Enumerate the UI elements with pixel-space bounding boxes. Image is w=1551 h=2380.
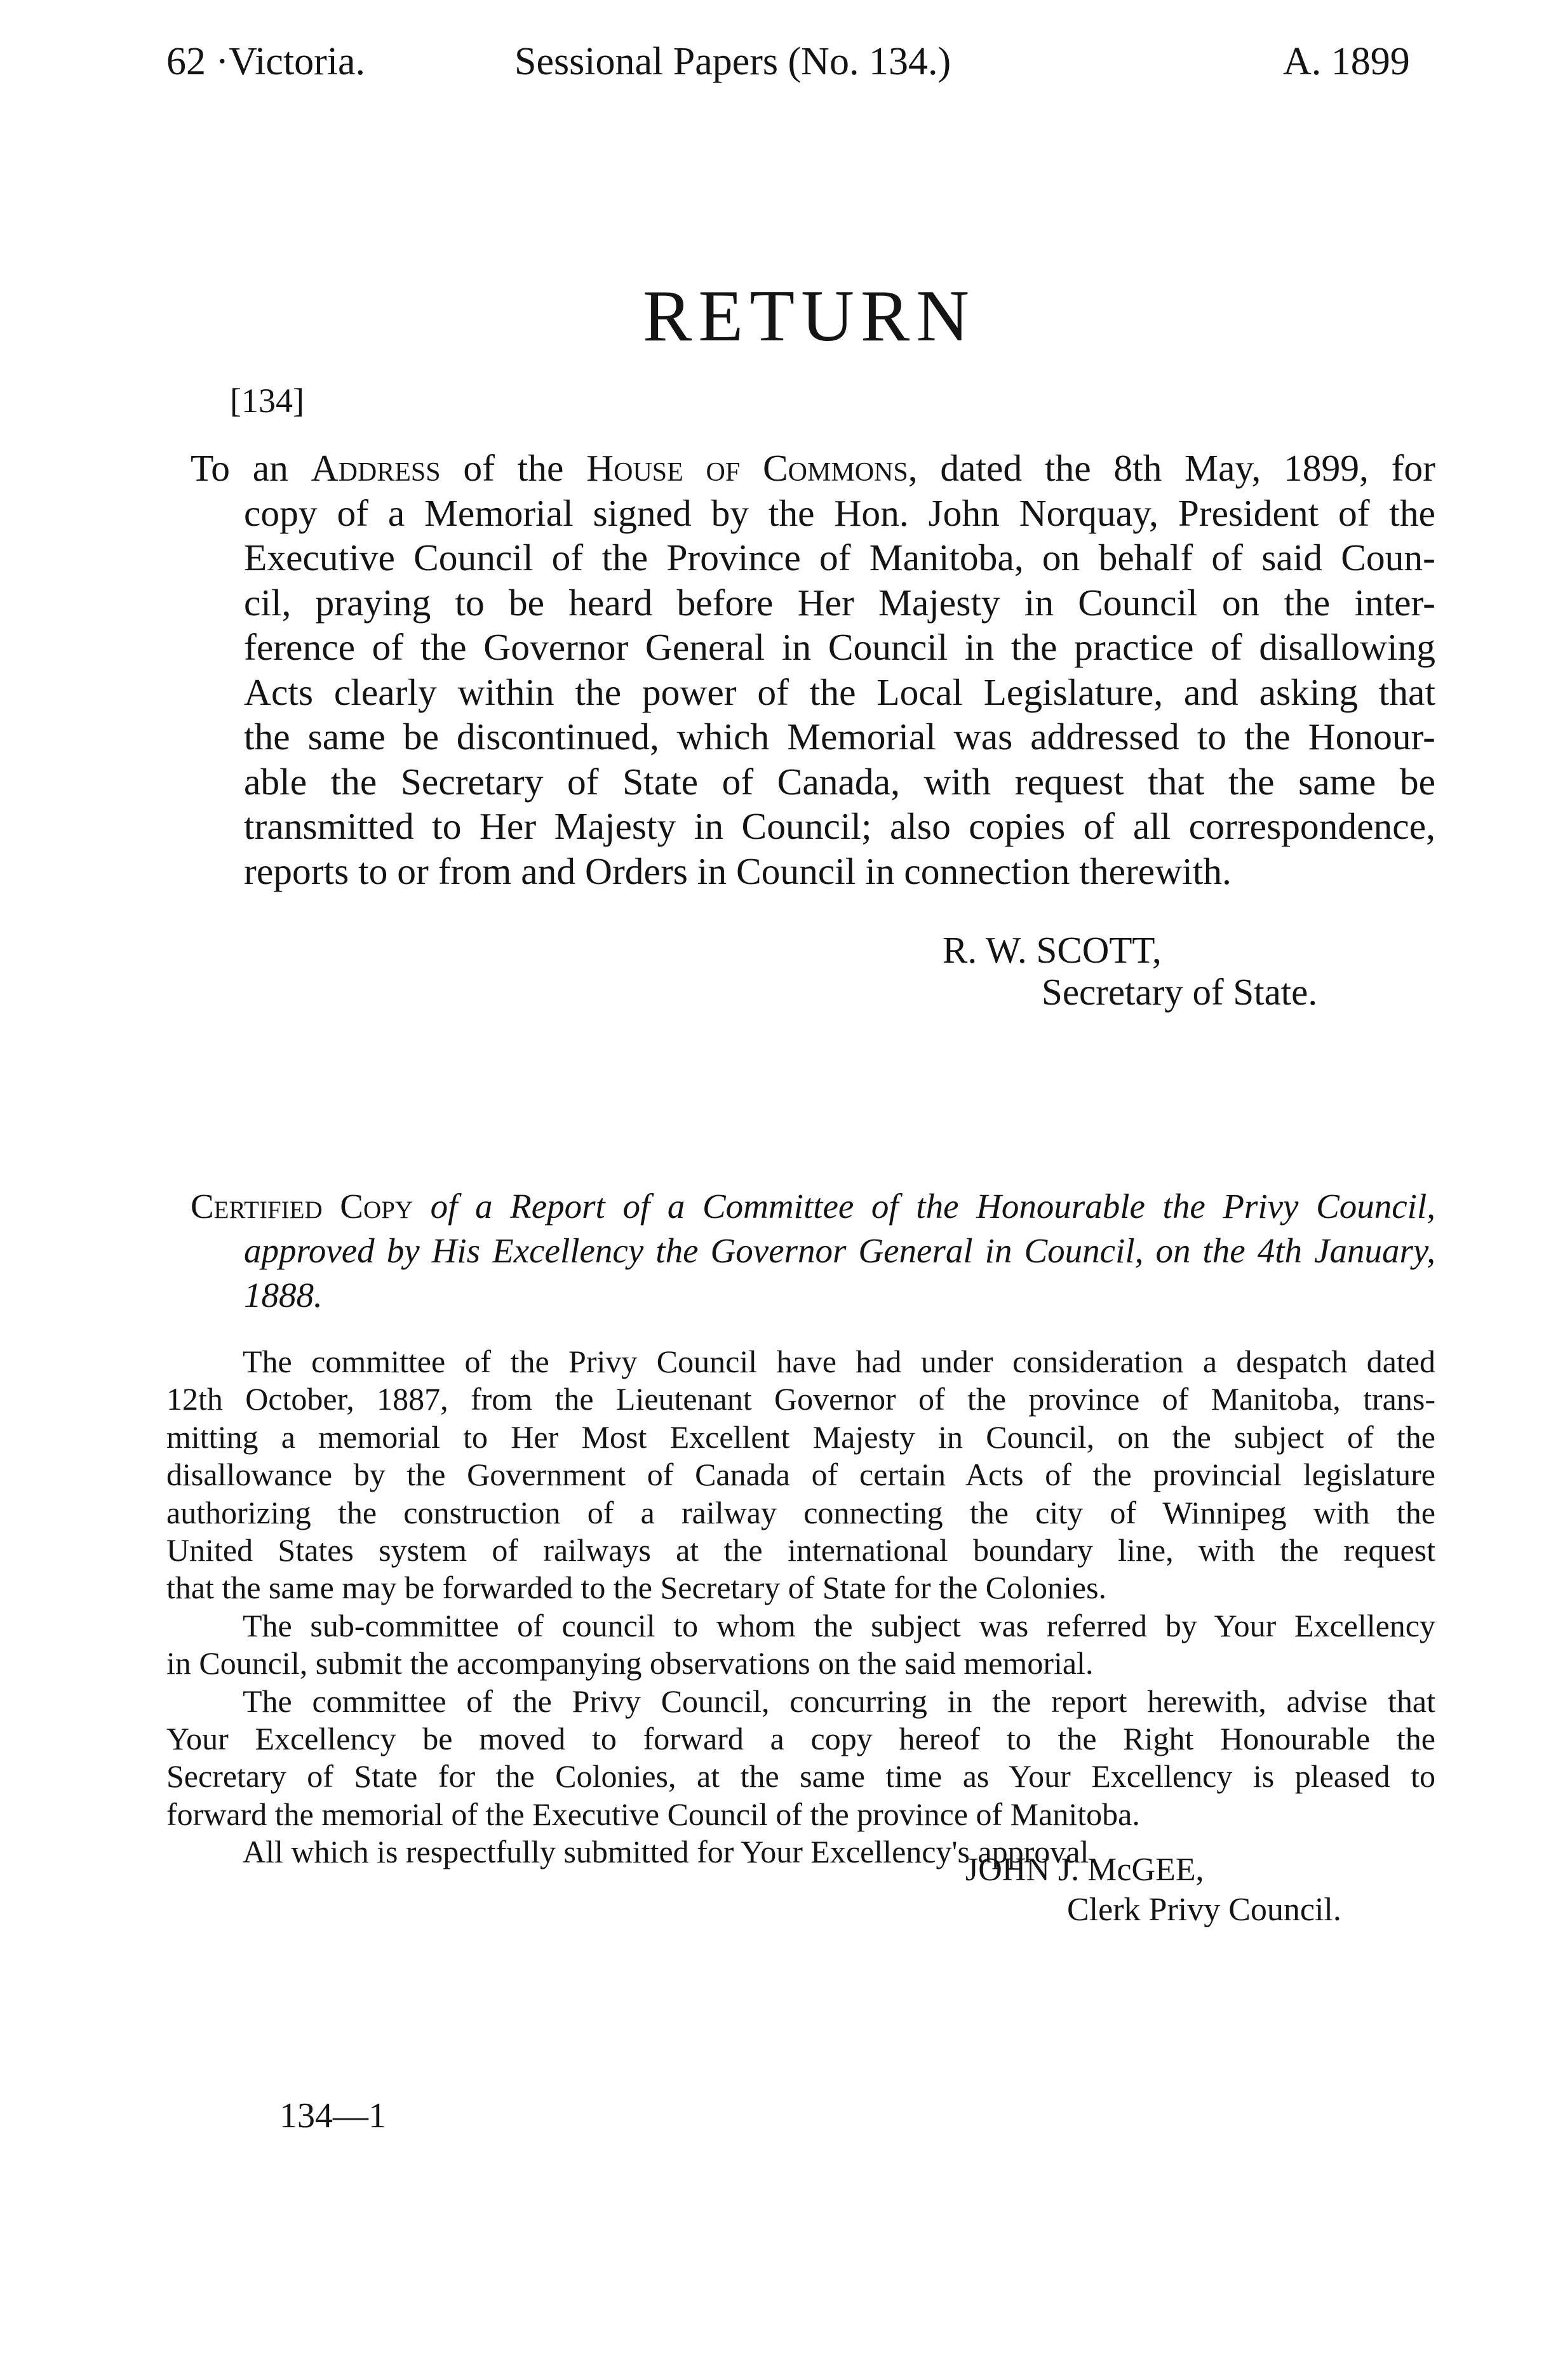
body-line: The committee of the Privy Council, concurring in the report herewith, advise that [243, 1683, 1435, 1719]
address-line: reports to or from and Orders in Council in connection therewith. [244, 850, 1232, 892]
address-paragraph [191, 446, 1435, 893]
clerk-signature-title: Clerk Privy Council. [1067, 1892, 1341, 1928]
certified-line: Certified Copy of a Report of a Committee of the Honourable the Privy Council, [191, 1187, 1435, 1226]
clerk-signature-name: JOHN J. McGEE, [965, 1852, 1204, 1888]
body-line: 12th October, 1887, from the Lieutenant Governor of the province of Manitoba, trans- [166, 1381, 1435, 1417]
signature-name: R. W. SCOTT, [943, 929, 1162, 971]
document-number: [134] [230, 382, 304, 420]
body-line: forward the memorial of the Executive Council of the province of Manitoba. [166, 1796, 1140, 1832]
page-folio: 134—1 [279, 2096, 386, 2136]
body-line: authorizing the construction of a railway connecting the city of Winnipeg with the [166, 1494, 1435, 1530]
running-header-year: A. 1899 [1283, 40, 1410, 83]
address-line: To an Address of the House of Commons, dated the 8th May, 1899, for [191, 447, 1435, 489]
page-title: RETURN [643, 276, 976, 357]
address-line: copy of a Memorial signed by the Hon. John Norquay, President of the [244, 491, 1435, 534]
running-header-title: Sessional Papers (No. 134.) [514, 40, 951, 83]
address-line: transmitted to Her Majesty in Council; also copies of all correspondence, [244, 805, 1435, 847]
body-line: Your Excellency be moved to forward a copy hereof to the Right Honourable the [166, 1721, 1435, 1757]
body-line: in Council, submit the accompanying observations on the said memorial. [166, 1645, 1094, 1681]
certified-line: approved by His Excellency the Governor General in Council, on the 4th January, [244, 1231, 1435, 1270]
report-body [166, 1343, 1435, 1871]
body-line: disallowance by the Government of Canada of certain Acts of the provincial legislature [166, 1457, 1435, 1493]
address-line: able the Secretary of State of Canada, with request that the same be [244, 760, 1435, 803]
body-line: United States system of railways at the international boundary line, with the request [166, 1532, 1435, 1568]
address-line: the same be discontinued, which Memorial was addressed to the Honour- [244, 716, 1435, 758]
body-line: All which is respectfully submitted for Your Excellency's approval. [243, 1834, 1097, 1870]
address-line: ference of the Governor General in Council in the practice of disallowing [244, 626, 1435, 668]
body-line: Secretary of State for the Colonies, at the same time as Your Excellency is pleased to [166, 1758, 1435, 1795]
running-header-volume: 62 ·Victoria. [166, 40, 366, 83]
body-line: The committee of the Privy Council have had under consideration a despatch dated [243, 1344, 1435, 1379]
address-line: cil, praying to be heard before Her Majesty in Council on the inter- [244, 581, 1435, 624]
address-line: Acts clearly within the power of the Local Legislature, and asking that [244, 671, 1435, 713]
certified-line: 1888. [244, 1276, 323, 1314]
address-line: Executive Council of the Province of Manitoba, on behalf of said Coun- [244, 537, 1435, 578]
body-line: The sub-committee of council to whom the subject was referred by Your Excellency [243, 1607, 1435, 1643]
certified-copy-heading [191, 1184, 1435, 1318]
body-line: that the same may be forwarded to the Secretary of State for the Colonies. [166, 1570, 1107, 1606]
signature-title: Secretary of State. [1042, 971, 1318, 1013]
body-line: mitting a memorial to Her Most Excellent Majesty in Council, on the subject of the [166, 1419, 1435, 1455]
